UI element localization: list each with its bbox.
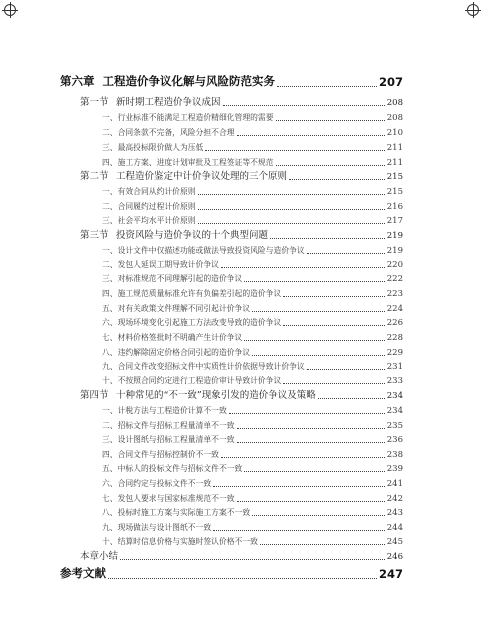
toc-page-number: 224	[386, 304, 403, 314]
toc-title-text: 本章小结	[80, 551, 119, 562]
toc-title-text: 五、对有关政策文件理解不同引起计价争议	[102, 304, 251, 313]
leader-dots	[237, 427, 385, 429]
toc-item-row[interactable]	[102, 243, 403, 256]
toc-title	[102, 288, 281, 299]
leader-dots	[120, 558, 385, 560]
toc-item-row[interactable]	[102, 110, 403, 123]
toc-title-text: 十、结算时信息价格与实施时签认价格不一致	[102, 537, 258, 546]
toc-title-text: 五、中标人的投标文件与招标文件不一致	[102, 464, 243, 473]
toc-item-row[interactable]	[102, 505, 403, 518]
toc-title-text: 十种常见的“不一致”现象引发的造价争议及策略	[116, 390, 316, 401]
toc-title-text: 六、合同约定与投标文件不一致	[102, 479, 212, 488]
toc-title	[102, 201, 196, 212]
leader-dots	[252, 514, 385, 516]
toc-title	[102, 186, 196, 197]
toc-page-number: 235	[386, 421, 403, 431]
toc-title	[80, 548, 118, 562]
toc-title-text: 工程造价鉴定中计价争议处理的三个原则	[116, 171, 288, 182]
toc-item-row[interactable]	[102, 403, 403, 416]
toc-item-row[interactable]	[102, 199, 403, 212]
toc-item-row[interactable]	[102, 373, 403, 386]
leader-dots	[283, 295, 384, 297]
leader-dots	[244, 339, 384, 341]
toc-title	[102, 522, 211, 533]
toc-title-text: 新时期工程造价争议成因	[116, 97, 221, 108]
leader-dots	[276, 164, 385, 166]
toc-page-number: 215	[386, 187, 403, 197]
toc-title-text: 九、合同文件改变招标文件中实质性计价依据导致计价争议	[102, 362, 305, 371]
leader-dots	[307, 368, 385, 370]
toc-title-text: 三、对标准规范不同理解引起的造价争议	[102, 274, 243, 283]
toc-page-number: 247	[378, 567, 403, 581]
toc-page-number: 216	[386, 202, 403, 212]
toc-title-text: 一、行业标准不能满足工程造价精细化管理的需要	[102, 113, 274, 122]
toc-title	[102, 259, 219, 270]
toc-page-number: 220	[386, 260, 403, 270]
toc-item-row[interactable]	[102, 271, 403, 284]
leader-dots	[198, 222, 385, 224]
leader-dots	[223, 104, 385, 106]
toc-item-row[interactable]	[102, 125, 403, 138]
toc-title	[102, 303, 250, 314]
leader-dots	[270, 237, 385, 239]
leader-dots	[229, 412, 385, 414]
toc-title	[102, 493, 235, 504]
toc-item-row[interactable]	[102, 491, 403, 504]
toc-page-number: 219	[386, 231, 403, 241]
leader-dots	[237, 441, 385, 443]
leader-dots	[237, 500, 385, 502]
toc-item-row[interactable]	[102, 330, 403, 343]
leader-dots	[213, 529, 385, 531]
leader-dots	[244, 280, 384, 282]
toc-title	[102, 157, 274, 168]
toc-section-row[interactable]	[80, 95, 403, 108]
toc-title	[102, 215, 196, 226]
toc-section-row[interactable]	[80, 549, 403, 562]
toc-number: 第四节	[80, 390, 109, 401]
toc-title-text: 工程造价争议化解与风险防范实务	[102, 74, 275, 88]
toc-title-text: 投资风险与造价争议的十个典型问题	[116, 230, 269, 241]
toc-title-text: 四、施工规范质量标准允许有负偏差引起的造价争议	[102, 289, 282, 298]
toc-title	[102, 478, 211, 489]
toc-item-row[interactable]	[102, 286, 403, 299]
toc-item-row[interactable]	[102, 461, 403, 474]
toc-number: 第六章	[60, 74, 95, 88]
toc-page-number: 246	[386, 552, 403, 562]
toc-title	[102, 507, 250, 518]
toc-number: 第一节	[80, 97, 109, 108]
toc-item-row[interactable]	[102, 476, 403, 489]
leader-dots	[289, 178, 385, 180]
toc-title-text: 二、合同条款不完备，风险分担不合理	[102, 128, 235, 137]
toc-title	[102, 375, 281, 386]
toc-item-row[interactable]	[102, 418, 403, 431]
leader-dots	[108, 577, 377, 579]
toc-title-text: 参考文献	[60, 566, 106, 580]
toc-page-number: 244	[386, 523, 403, 533]
toc-title	[80, 387, 316, 401]
leader-dots	[213, 485, 385, 487]
toc-chapter-row[interactable]	[60, 568, 403, 581]
toc-title-text: 八、投标时施工方案与实际施工方案不一致	[102, 508, 251, 517]
toc-page-number: 223	[386, 289, 403, 299]
toc-title-text: 六、现场环境变化引起施工方法改变导致的造价争议	[102, 318, 282, 327]
toc-page-number: 243	[386, 508, 403, 518]
toc-title	[60, 565, 106, 581]
toc-item-row[interactable]	[102, 315, 403, 328]
toc-page-number: 215	[386, 172, 403, 182]
toc-title-text: 二、招标文件与招标工程量清单不一致	[102, 421, 235, 430]
toc-page-number: 239	[386, 464, 403, 474]
toc-title-text: 一、有效合同从约计价原则	[102, 187, 196, 196]
toc-title	[102, 420, 235, 431]
toc-section-row[interactable]	[80, 388, 403, 401]
leader-dots	[198, 193, 385, 195]
toc-number: 第三节	[80, 230, 109, 241]
toc-title-text: 四、合同文件与招标控制价不一致	[102, 450, 219, 459]
toc-page-number: 217	[386, 216, 403, 226]
toc-page-number: 208	[386, 113, 403, 123]
toc-title	[102, 273, 242, 284]
toc-page-number: 219	[386, 246, 403, 256]
toc-title	[102, 536, 258, 547]
toc-title	[102, 434, 235, 445]
leader-dots	[221, 266, 385, 268]
toc-title-text: 三、设计图纸与招标工程量清单不一致	[102, 435, 235, 444]
toc-title	[80, 168, 287, 182]
toc-page-number: 233	[386, 376, 403, 386]
toc-page-number: 245	[386, 537, 403, 547]
toc-title	[102, 347, 250, 358]
toc-number: 第二节	[80, 171, 109, 182]
toc-page-number: 236	[386, 435, 403, 445]
toc-item-row[interactable]	[102, 140, 403, 153]
toc-title	[102, 317, 281, 328]
toc-page-number: 241	[386, 479, 403, 489]
toc-page-number: 208	[386, 98, 403, 108]
toc-page-number: 228	[386, 333, 403, 343]
toc-title-text: 一、设计文件中仅描述功能或做法导致投资风险与造价争议	[102, 246, 305, 255]
toc-page-number: 229	[386, 348, 403, 358]
leader-dots	[237, 134, 385, 136]
toc-page-number: 207	[378, 75, 403, 89]
toc-title	[80, 94, 221, 108]
toc-item-row[interactable]	[102, 432, 403, 445]
leader-dots	[283, 382, 384, 384]
toc-item-row[interactable]	[102, 155, 403, 168]
toc-item-row[interactable]	[102, 213, 403, 226]
toc-title	[60, 73, 275, 89]
toc-title	[102, 463, 242, 474]
toc-page-number: 242	[386, 494, 403, 504]
toc-title-text: 三、社会平均水平计价原则	[102, 216, 196, 225]
toc-section-row[interactable]	[80, 228, 403, 241]
toc-item-row[interactable]	[102, 534, 403, 547]
toc-item-row[interactable]	[102, 257, 403, 270]
toc-title	[80, 227, 268, 241]
toc-title-text: 三、最高投标限价做人为压低	[102, 143, 204, 152]
toc-title-text: 四、施工方案、进度计划审批及工程签证等不规范	[102, 158, 274, 167]
toc-item-row[interactable]	[102, 345, 403, 358]
toc-title-text: 一、计税方法与工程造价计算不一致	[102, 406, 227, 415]
toc-page-number: 238	[386, 450, 403, 460]
toc-title	[102, 142, 203, 153]
toc-title-text: 十、不按照合同约定进行工程造价审计导致计价争议	[102, 376, 282, 385]
toc-page-number: 211	[386, 143, 403, 153]
toc-page-number: 211	[386, 158, 403, 168]
toc-item-row[interactable]	[102, 359, 403, 372]
leader-dots	[244, 470, 384, 472]
toc-chapter-row[interactable]	[60, 76, 403, 89]
toc-title-text: 七、发包人要求与国家标准规范不一致	[102, 494, 235, 503]
toc-title-text: 七、材料价格签批时不明确产生计价争议	[102, 333, 243, 342]
toc-item-row[interactable]	[102, 447, 403, 460]
toc-title	[102, 245, 305, 256]
leader-dots	[252, 354, 385, 356]
leader-dots	[276, 119, 385, 121]
leader-dots	[205, 149, 384, 151]
toc-page-number: 210	[386, 128, 403, 138]
toc-page-number: 226	[386, 318, 403, 328]
toc-title	[102, 361, 305, 372]
toc-title	[102, 405, 227, 416]
toc-page-number: 231	[386, 362, 403, 372]
toc-title	[102, 449, 219, 460]
leader-dots	[198, 208, 385, 210]
toc-title	[102, 332, 242, 343]
leader-dots	[283, 324, 384, 326]
toc-item-row[interactable]	[102, 520, 403, 533]
toc-page-number: 234	[386, 391, 403, 401]
toc-title-text: 九、现场做法与设计图纸不一致	[102, 523, 212, 532]
toc-title	[102, 127, 235, 138]
toc-page-number: 222	[386, 274, 403, 284]
leader-dots	[307, 252, 385, 254]
toc-item-row[interactable]	[102, 301, 403, 314]
toc-title-text: 八、违约解除固定价格合同引起的造价争议	[102, 348, 251, 357]
leader-dots	[260, 543, 385, 545]
leader-dots	[252, 310, 385, 312]
leader-dots	[318, 397, 385, 399]
toc-title-text: 二、发包人延误工期导致计价争议	[102, 260, 219, 269]
toc-title	[102, 112, 274, 123]
toc-title-text: 二、合同履约过程计价原则	[102, 202, 196, 211]
toc-section-row[interactable]	[80, 169, 403, 182]
leader-dots	[277, 85, 377, 87]
toc-page-number: 234	[386, 406, 403, 416]
toc-item-row[interactable]	[102, 184, 403, 197]
leader-dots	[221, 456, 385, 458]
